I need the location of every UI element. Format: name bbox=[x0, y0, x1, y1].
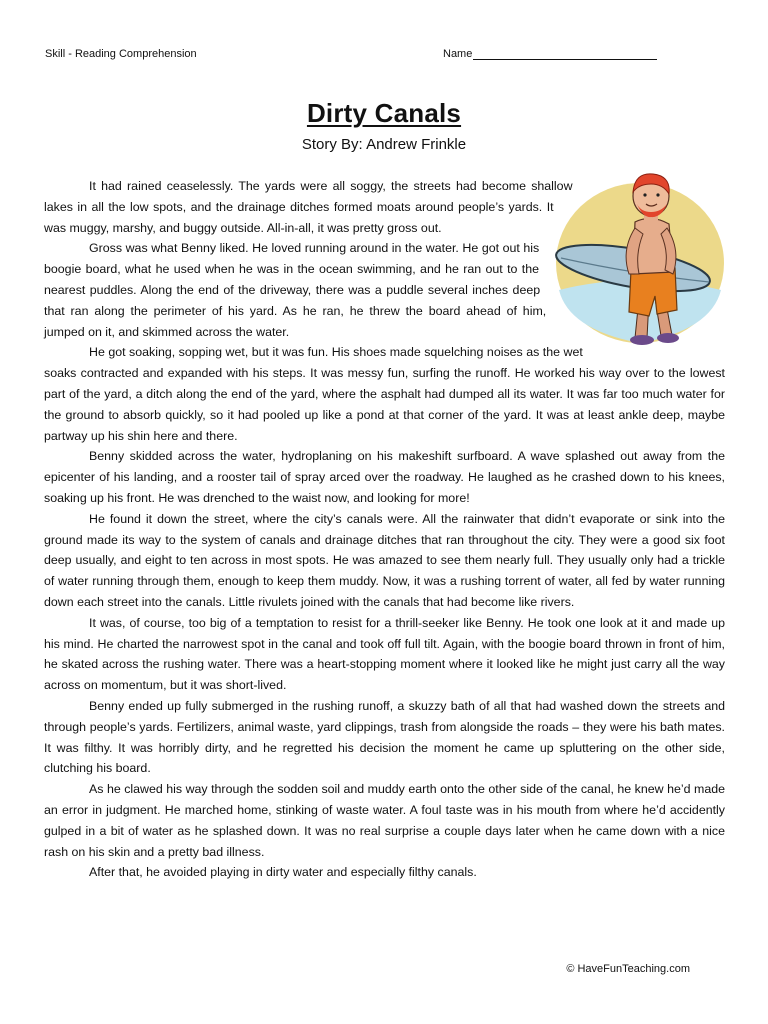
story-paragraph: He found it down the street, where the city’s canals were. All the rainwater that didn’t evaporate or sink into the ground made its way to the system of canals and drainage ditches that ran throughout the city. They were a good six foot deep usually, and eight to ten across in most spots. He was amazed to see them nearly full. They usually only had a trickle of water running through them, enough to keep them muddy. Now, it was a rushing torrent of water, all fed by water running down each street into the canals. Little rivulets joined with the canals that had become like rivers. bbox=[44, 511, 725, 609]
story-paragraph: It had rained ceaselessly. The yards were all soggy, the streets had become shallow lakes in all the low spots, and the drainage ditches formed moats around people’s yards. It was muggy, marshy, and buggy outside. All-in-all, it was pretty gross out. bbox=[44, 179, 573, 235]
name-blank-line bbox=[473, 48, 657, 60]
story-paragraph: Benny ended up fully submerged in the rushing runoff, a skuzzy bath of all that had washed down the streets and through people’s yards. Fertilizers, animal waste, yard clippings, trash from alongside the roads – they were his bath mates. It was filthy. It was horribly dirty, and he regretted his decision the moment he came up spluttering on the other side, clutching his board. bbox=[44, 698, 725, 776]
story-byline: Story By: Andrew Frinkle bbox=[301, 136, 467, 153]
skill-label: Skill - Reading Comprehension bbox=[45, 48, 197, 60]
story-title: Dirty Canals bbox=[306, 98, 462, 128]
surfer-illustration bbox=[551, 170, 729, 356]
story-paragraph: As he clawed his way through the sodden soil and muddy earth onto the other side of the canal, he knew he’d made an error in judgment. He marched home, stinking of waste water. A foul taste was in his mouth from where he’d accidently gulped in a bit of water as he splashed down. It was no real surprise a couple days later when he came down with a nice rash on his skin and a pretty bad illness. bbox=[44, 782, 725, 859]
name-field bbox=[443, 48, 657, 60]
story-body bbox=[44, 176, 725, 883]
story-paragraph: It was, of course, too big of a temptation to resist for a thrill-seeker like Benny. He took one look at it and made up his mind. He charted the narrowest spot in the canal and took off full tilt. Again, with the boogie board thrown in front of him, he skated across the rushing water. There was a heart-stopping moment where it looked like he might just carry all the way across on momentum, but it was short-lived. bbox=[44, 615, 725, 693]
name-label: Name bbox=[443, 48, 473, 60]
copyright-footer: © HaveFunTeaching.com bbox=[566, 963, 690, 975]
story-paragraph: After that, he avoided playing in dirty water and especially filthy canals. bbox=[89, 865, 477, 880]
story-paragraph: Gross was what Benny liked. He loved running around in the water. He got out his boogie board, what he used when he was in the ocean swimming, and he ran out to the nearest puddles. Along the end of the driveway, there was a puddle several inches deep that ran along the perimeter of his yard. As he ran, he threw the board ahead of him, jumped on it, and skimmed across the water. bbox=[44, 241, 547, 339]
story-paragraph: He got soaking, sopping wet, but it was fun. His shoes made squelching noises as the wet soaks contracted and expanded with his steps. It was messy fun, surfing the runoff. He worked his way over to the lowest part of the yard, a ditch along the end of the yard, where the asphalt had dumped all its water. It was far too much water for the ground to absorb quickly, so it had pooled up like a pond at that corner of the yard. It was at least ankle deep, maybe partway up his shin here and there. bbox=[44, 345, 725, 443]
story-paragraph: Benny skidded across the water, hydroplaning on his makeshift surfboard. A wave splashed out away from the epicenter of his landing, and a rooster tail of spray arced over the roadway. He laughed as he crashed down to his knees, soaking up his front. He was drenched to the waist now, and looking for more! bbox=[44, 449, 725, 505]
